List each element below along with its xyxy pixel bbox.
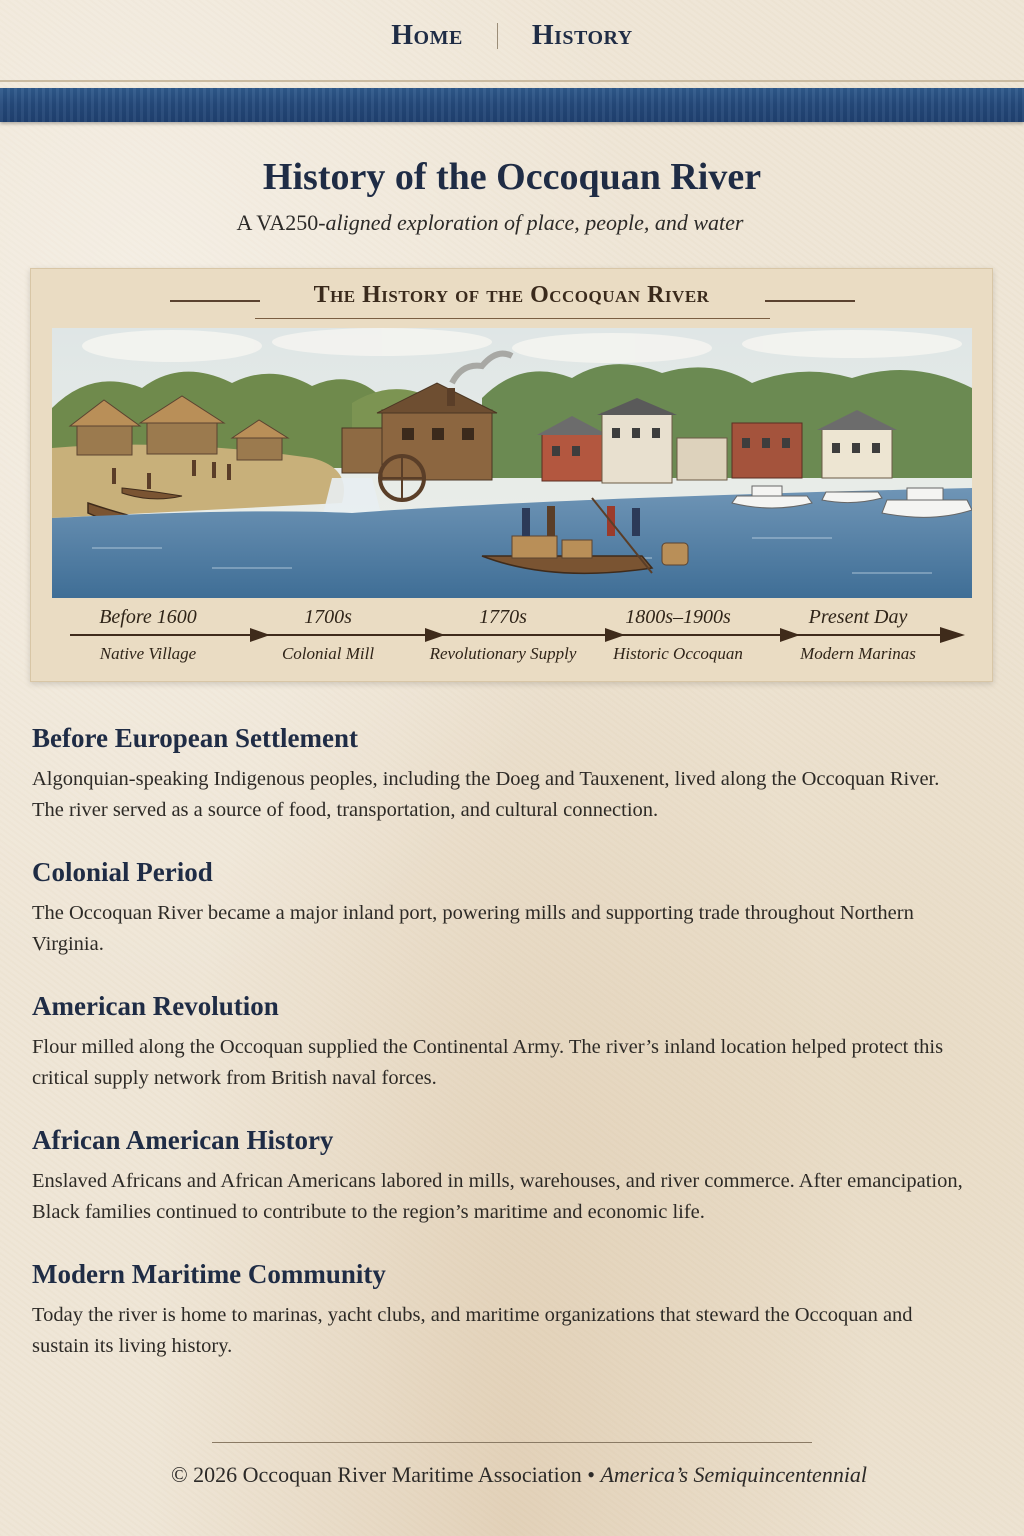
era-year-1: Before 1600 — [99, 606, 197, 628]
history-banner — [30, 268, 993, 682]
section-american-revolution — [32, 986, 972, 1094]
river-scene-illustration — [52, 328, 972, 598]
section-heading: American Revolution — [32, 991, 279, 1021]
section-before-settlement — [32, 718, 972, 826]
subtitle-prefix: A VA250- — [236, 210, 326, 235]
era-name-2: Colonial Mill — [281, 644, 375, 663]
section-heading: Colonial Period — [32, 857, 213, 887]
era-name-1: Native Village — [99, 644, 197, 663]
section-body: The Occoquan River became a major inland port, powering mills and supporting trade throughout Northern Virginia. — [32, 902, 914, 955]
footer-rule — [212, 1442, 812, 1443]
era-year-4: 1800s–1900s — [625, 606, 731, 628]
header-band — [0, 88, 1024, 122]
section-heading: Modern Maritime Community — [32, 1259, 386, 1289]
section-african-american-history — [32, 1120, 972, 1228]
section-body: Enslaved Africans and African Americans labored in mills, warehouses, and river commerce. After emancipation, Black families continued to contribute to the region’s maritime and economic life. — [32, 1170, 963, 1223]
page-title: History of the Occoquan River — [262, 156, 762, 198]
section-body: Today the river is home to marinas, yacht clubs, and maritime organizations that steward the Occoquan and sustain its living history. — [32, 1304, 913, 1357]
barrel — [662, 543, 688, 565]
banner-title-underline — [255, 318, 770, 319]
era-year-2: 1700s — [304, 606, 352, 628]
era-name-5: Modern Marinas — [800, 644, 916, 663]
nav-history-link[interactable]: History — [531, 20, 633, 51]
section-colonial-period — [32, 852, 972, 960]
section-heading: African American History — [32, 1125, 334, 1155]
nav-home-link[interactable]: Home — [391, 20, 463, 51]
nav-rule — [0, 80, 1024, 82]
era-name-4: Historic Occoquan — [613, 644, 743, 663]
footer-tagline: America’s Semiquincentennial — [600, 1462, 868, 1487]
page-subtitle — [0, 206, 980, 240]
era-year-3: 1770s — [479, 606, 527, 628]
top-nav — [0, 0, 1024, 86]
footer-copyright: © 2026 Occoquan River Maritime Association • — [170, 1462, 601, 1487]
era-year-5: Present Day — [808, 606, 908, 628]
subtitle-italic: aligned exploration of place, people, and water — [325, 210, 744, 235]
section-body: Algonquian-speaking Indigenous peoples, including the Doeg and Tauxenent, lived along the Occoquan River. The river served as a source of food, transportation, and cultural connection. — [32, 768, 940, 821]
era-name-3: Revolutionary Supply — [429, 644, 577, 663]
page-footer — [0, 1462, 1024, 1488]
section-modern-maritime — [32, 1254, 972, 1362]
history-sections — [32, 718, 972, 1388]
section-heading: Before European Settlement — [32, 723, 358, 753]
section-body: Flour milled along the Occoquan supplied the Continental Army. The river’s inland location helped protect this critical supply network from British naval forces. — [32, 1036, 944, 1089]
banner-title: The History of the Occoquan River — [313, 282, 710, 308]
